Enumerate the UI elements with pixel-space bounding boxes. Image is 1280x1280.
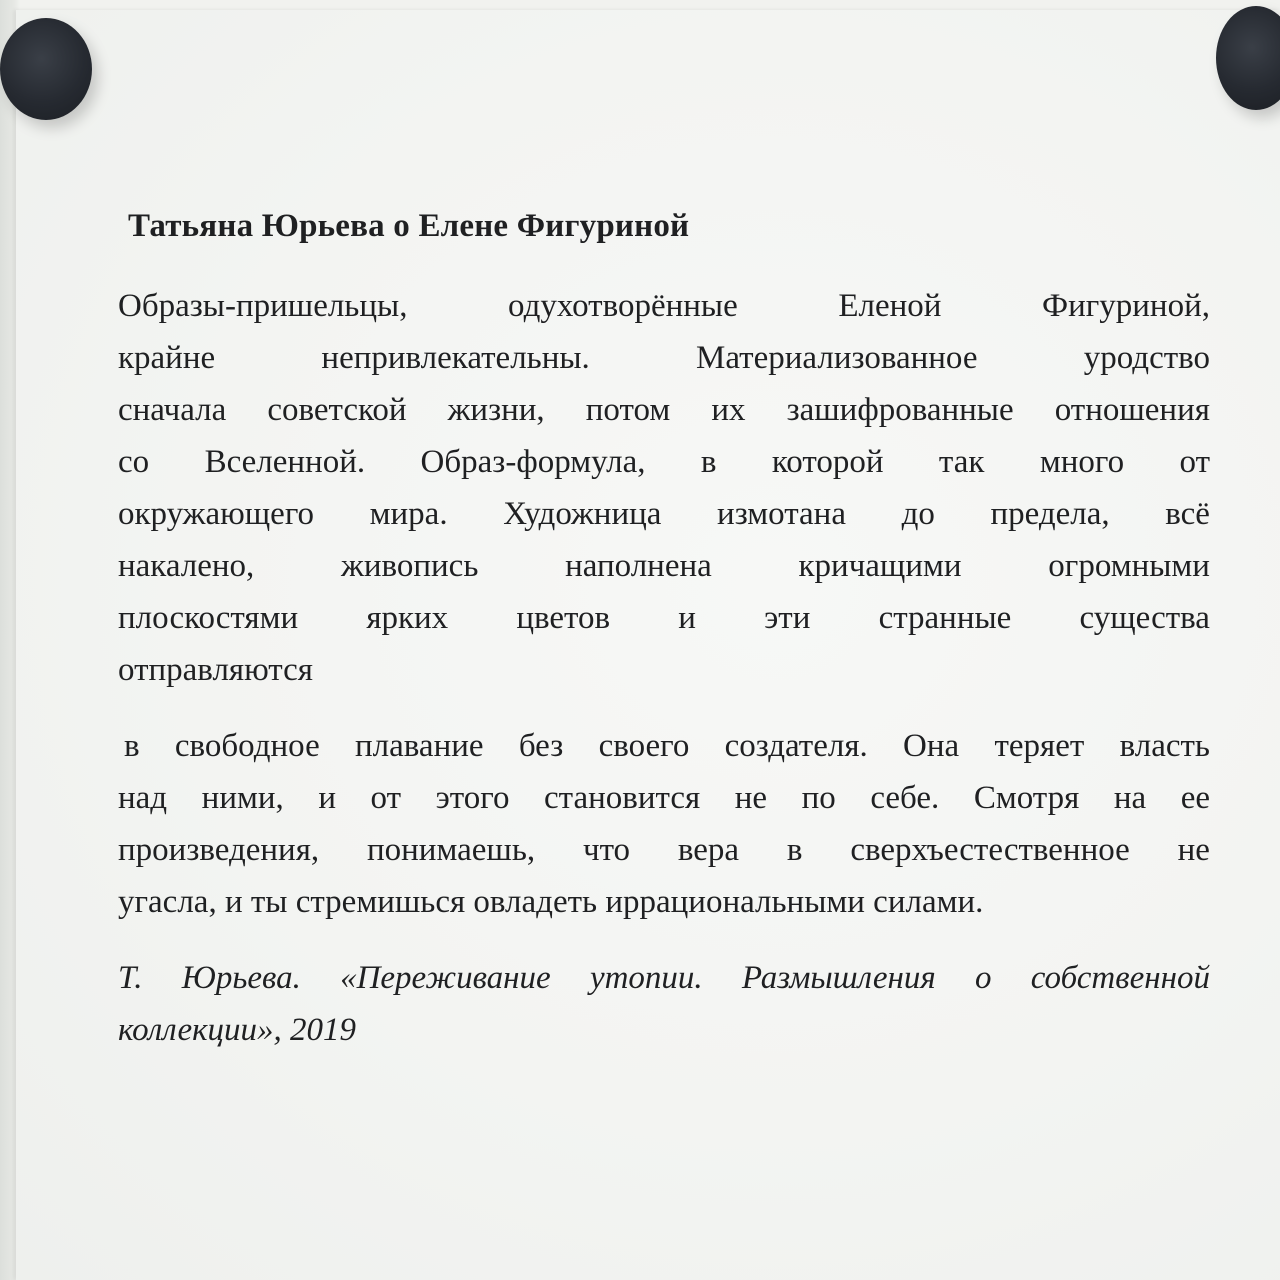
word: от bbox=[370, 780, 402, 816]
word: этого bbox=[435, 780, 510, 816]
word: понимаешь, bbox=[366, 832, 536, 868]
word: крайне bbox=[118, 340, 216, 376]
paper-sheet bbox=[16, 10, 1280, 1280]
word: накалено, bbox=[118, 548, 255, 584]
word: и bbox=[318, 780, 336, 816]
paragraph-1-line bbox=[118, 286, 1210, 326]
word: до bbox=[901, 496, 935, 532]
word: цветов bbox=[516, 600, 611, 636]
word: уродство bbox=[1083, 340, 1210, 376]
word: произведения, bbox=[118, 832, 320, 868]
word: их bbox=[711, 392, 746, 428]
word: Юрьева. bbox=[181, 960, 301, 996]
word: на bbox=[1113, 780, 1147, 816]
word: отношения bbox=[1054, 392, 1210, 428]
paragraph-2-line bbox=[118, 778, 1210, 818]
word: над bbox=[118, 780, 168, 816]
word: в bbox=[700, 444, 717, 480]
word: от bbox=[1179, 444, 1210, 480]
word: вера bbox=[677, 832, 740, 868]
word: ними, bbox=[201, 780, 284, 816]
paragraph-1-line bbox=[118, 338, 1210, 378]
word: Материализованное bbox=[696, 340, 978, 376]
paragraph-1-line bbox=[118, 546, 1210, 586]
citation-line: коллекции», 2019 bbox=[118, 1012, 357, 1048]
word: власть bbox=[1119, 728, 1210, 764]
word: потом bbox=[585, 392, 671, 428]
word: не bbox=[1177, 832, 1210, 868]
word: жизни, bbox=[447, 392, 545, 428]
word: по bbox=[801, 780, 836, 816]
word: собственной bbox=[1030, 960, 1210, 996]
word: зашифрованные bbox=[786, 392, 1014, 428]
word: Художница bbox=[503, 496, 662, 532]
word: не bbox=[734, 780, 768, 816]
word: предела, bbox=[990, 496, 1110, 532]
word: Еленой bbox=[838, 288, 942, 324]
word: «Переживание bbox=[340, 960, 551, 996]
word: плавание bbox=[355, 728, 484, 764]
word: мира. bbox=[369, 496, 448, 532]
document-title: Татьяна Юрьева о Елене Фигуриной bbox=[128, 208, 690, 244]
word: в bbox=[124, 728, 140, 764]
word: своего bbox=[598, 728, 690, 764]
paragraph-1-line bbox=[118, 442, 1210, 482]
word: о bbox=[974, 960, 992, 996]
word: без bbox=[518, 728, 564, 764]
word: Образы-пришельцы, bbox=[118, 288, 408, 324]
word: плоскостями bbox=[118, 600, 299, 636]
word: утопии. bbox=[589, 960, 703, 996]
word: существа bbox=[1079, 600, 1210, 636]
paragraph-2-line: угасла, и ты стремишься овладеть иррациональными силами. bbox=[118, 884, 984, 920]
paragraph-1-line bbox=[118, 598, 1210, 638]
word: сначала bbox=[118, 392, 227, 428]
word: Смотря bbox=[973, 780, 1080, 816]
word: Размышления bbox=[741, 960, 936, 996]
word: свободное bbox=[174, 728, 320, 764]
word: ярких bbox=[366, 600, 449, 636]
paragraph-1-line bbox=[118, 494, 1210, 534]
word: которой bbox=[771, 444, 884, 480]
word: становится bbox=[544, 780, 701, 816]
paragraph-2-line bbox=[118, 830, 1210, 870]
word: всё bbox=[1165, 496, 1210, 532]
word: наполнена bbox=[565, 548, 712, 584]
word: себе. bbox=[870, 780, 940, 816]
paragraph-1-line bbox=[118, 390, 1210, 430]
word: создателя. bbox=[724, 728, 868, 764]
word: советской bbox=[267, 392, 407, 428]
word: эти bbox=[764, 600, 811, 636]
paragraph-1-line: отправляются bbox=[118, 652, 313, 688]
magnet-icon-left bbox=[0, 18, 92, 120]
word: и bbox=[678, 600, 696, 636]
word: ее bbox=[1180, 780, 1210, 816]
word: так bbox=[938, 444, 985, 480]
word: сверхъестественное bbox=[850, 832, 1130, 868]
word: в bbox=[786, 832, 803, 868]
word: непривлекательны. bbox=[321, 340, 590, 376]
word: Вселенной. bbox=[204, 444, 366, 480]
paragraph-2-line bbox=[124, 726, 1210, 766]
word: что bbox=[582, 832, 631, 868]
word: Она bbox=[903, 728, 960, 764]
word: теряет bbox=[994, 728, 1085, 764]
word: Образ-формула, bbox=[420, 444, 646, 480]
word: со bbox=[118, 444, 150, 480]
word: кричащими bbox=[798, 548, 962, 584]
word: окружающего bbox=[118, 496, 315, 532]
word: Т. bbox=[118, 960, 143, 996]
word: одухотворённые bbox=[508, 288, 738, 324]
word: огромными bbox=[1048, 548, 1210, 584]
citation-line bbox=[118, 958, 1210, 998]
word: много bbox=[1039, 444, 1125, 480]
word: измотана bbox=[717, 496, 846, 532]
word: Фигуриной, bbox=[1042, 288, 1210, 324]
word: странные bbox=[878, 600, 1012, 636]
word: живопись bbox=[341, 548, 479, 584]
